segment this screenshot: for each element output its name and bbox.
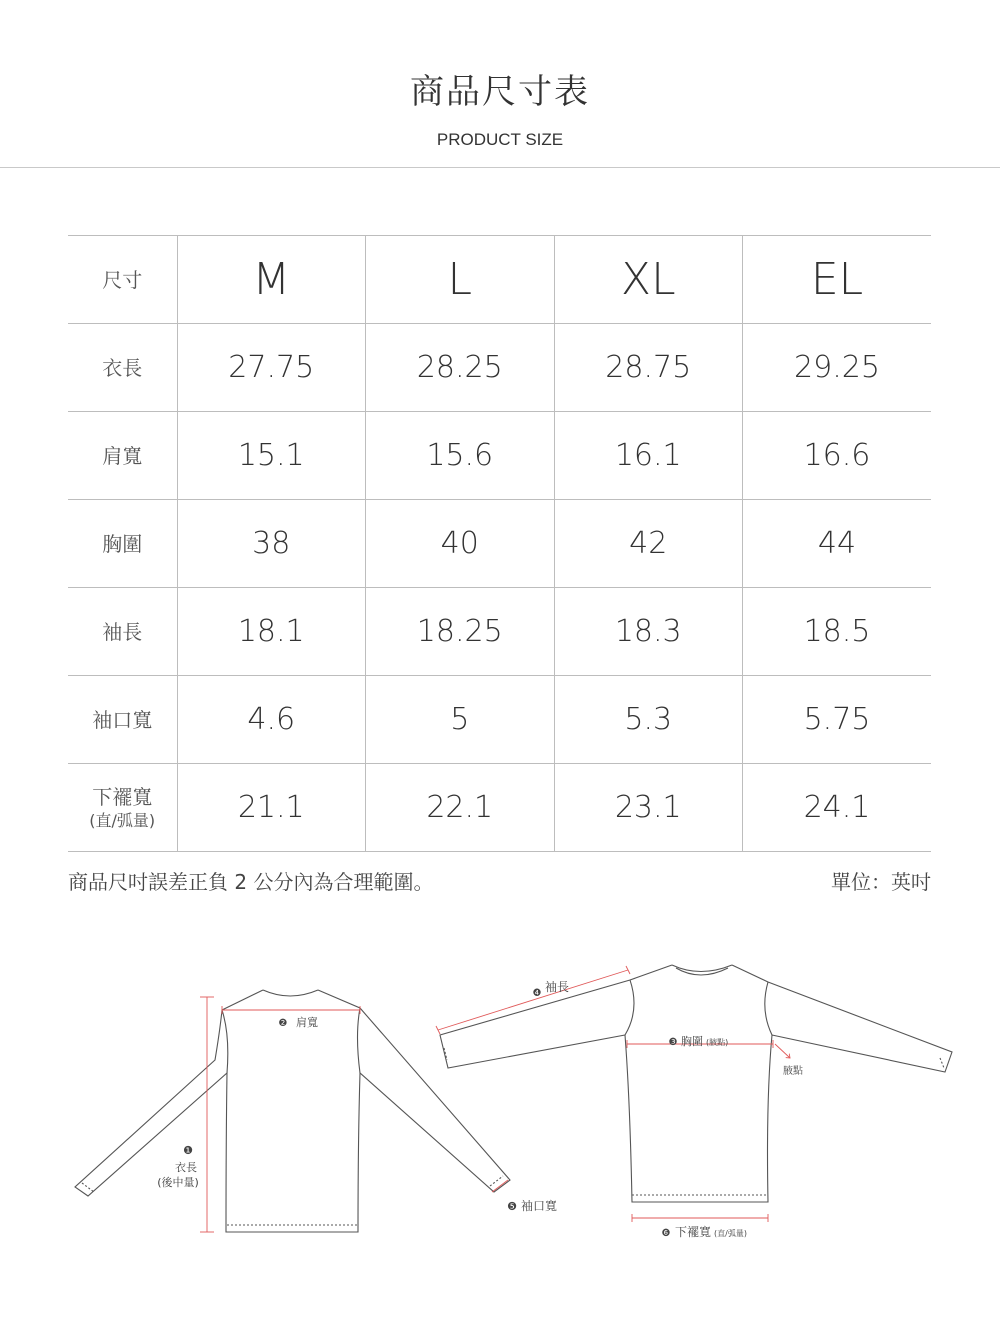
chest-sub-label: (腋點) bbox=[706, 1038, 729, 1047]
size-header-m: M bbox=[177, 236, 366, 324]
table-cell: 40 bbox=[366, 500, 555, 588]
tolerance-note: 商品尺吋誤差正負 2 公分內為合理範圍。 bbox=[68, 870, 434, 894]
row-label-chest: 胸圍 bbox=[68, 500, 177, 588]
size-table bbox=[68, 235, 931, 852]
table-cell: 5.75 bbox=[743, 676, 932, 764]
row-label-hem-sub: (直/弧量) bbox=[89, 810, 156, 830]
table-cell: 28.25 bbox=[366, 324, 555, 412]
length-num-icon: ❶ bbox=[183, 1144, 193, 1157]
size-header-xl: XL bbox=[554, 236, 743, 324]
page-subtitle: PRODUCT SIZE bbox=[436, 130, 564, 149]
row-label-sleeve: 袖長 bbox=[68, 588, 177, 676]
page-title: 商品尺寸表 bbox=[410, 72, 590, 112]
sleeve-num-icon: ❹ bbox=[532, 988, 542, 999]
table-cell: 22.1 bbox=[366, 764, 555, 852]
table-row bbox=[68, 324, 931, 412]
table-header-row bbox=[68, 236, 931, 324]
row-label-cuff: 袖口寬 bbox=[68, 676, 177, 764]
table-cell: 18.25 bbox=[366, 588, 555, 676]
table-cell: 23.1 bbox=[554, 764, 743, 852]
table-cell: 16.6 bbox=[743, 412, 932, 500]
row-label-hem bbox=[68, 764, 177, 852]
header-divider bbox=[0, 167, 1000, 168]
unit-label: 單位：英吋 bbox=[831, 870, 931, 894]
armpit-label: 腋點 bbox=[783, 1066, 803, 1077]
shoulder-label: 肩寬 bbox=[296, 1016, 318, 1029]
table-cell: 27.75 bbox=[177, 324, 366, 412]
hem-label: 下襬寬 bbox=[675, 1225, 712, 1239]
back-view-shirt bbox=[75, 990, 510, 1232]
table-cell: 16.1 bbox=[554, 412, 743, 500]
row-label-shoulder: 肩寬 bbox=[68, 412, 177, 500]
front-view-shirt bbox=[440, 965, 952, 1202]
table-row bbox=[68, 500, 931, 588]
measurement-diagram bbox=[0, 940, 1000, 1260]
table-cell: 15.6 bbox=[366, 412, 555, 500]
row-label-length: 衣長 bbox=[68, 324, 177, 412]
table-cell: 38 bbox=[177, 500, 366, 588]
table-row bbox=[68, 412, 931, 500]
table-cell: 21.1 bbox=[177, 764, 366, 852]
table-cell: 4.6 bbox=[177, 676, 366, 764]
size-column-label: 尺寸 bbox=[68, 236, 177, 324]
table-cell: 29.25 bbox=[743, 324, 932, 412]
table-cell: 42 bbox=[554, 500, 743, 588]
size-header-l: L bbox=[366, 236, 555, 324]
table-row bbox=[68, 676, 931, 764]
shoulder-num-icon: ❷ bbox=[278, 1018, 288, 1029]
front-view-measurements bbox=[436, 966, 790, 1222]
hem-num-icon: ❻ bbox=[661, 1228, 671, 1239]
table-cell: 5.3 bbox=[554, 676, 743, 764]
table-cell: 24.1 bbox=[743, 764, 932, 852]
size-header-el: EL bbox=[743, 236, 932, 324]
chest-label: 胸圍 bbox=[681, 1035, 703, 1048]
hem-sub-label: (直/弧量) bbox=[714, 1229, 747, 1238]
sleeve-label: 袖長 bbox=[545, 980, 570, 994]
table-row bbox=[68, 588, 931, 676]
table-cell: 15.1 bbox=[177, 412, 366, 500]
table-cell: 28.75 bbox=[554, 324, 743, 412]
table-cell: 18.1 bbox=[177, 588, 366, 676]
table-cell: 5 bbox=[366, 676, 555, 764]
cuff-num-icon: ❺ bbox=[507, 1200, 517, 1213]
table-row bbox=[68, 764, 931, 852]
chest-num-icon: ❸ bbox=[668, 1037, 678, 1048]
table-cell: 18.5 bbox=[743, 588, 932, 676]
cuff-label: 袖口寬 bbox=[521, 1199, 558, 1213]
table-cell: 18.3 bbox=[554, 588, 743, 676]
row-label-hem-text: 下襬寬 bbox=[92, 784, 153, 809]
length-sub-label: (後中量) bbox=[157, 1176, 199, 1189]
back-view-measurements bbox=[200, 997, 508, 1232]
length-label: 衣長 bbox=[175, 1161, 197, 1174]
table-cell: 44 bbox=[743, 500, 932, 588]
